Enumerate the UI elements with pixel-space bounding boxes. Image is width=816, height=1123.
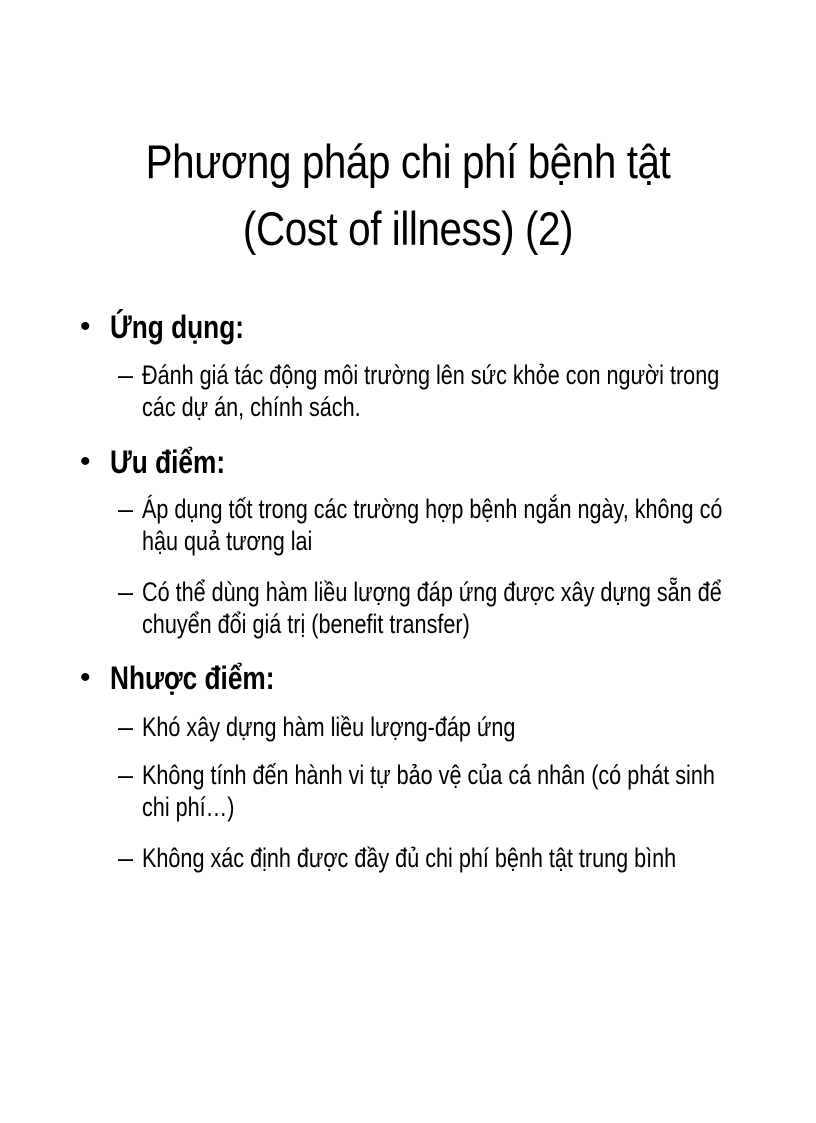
dash-icon: – bbox=[118, 577, 134, 607]
bullet-icon: • bbox=[80, 310, 91, 343]
list-item-text: Đánh giá tác động môi trường lên sức khỏe con người trong các dự án, chính sách. bbox=[142, 360, 720, 422]
bullet-icon: • bbox=[80, 445, 91, 478]
list-item-text: Không tính đến hành vi tự bảo vệ của cá nhân (có phát sinh chi phí…) bbox=[142, 760, 715, 822]
section-heading-label: Ưu điểm: bbox=[110, 444, 226, 480]
section-heading-label: Ứng dụng: bbox=[110, 309, 244, 345]
list-item-text: Áp dụng tốt trong các trường hợp bệnh ngắn ngày, không có hậu quả tương lai bbox=[142, 494, 723, 556]
dash-icon: – bbox=[118, 494, 134, 524]
list-item-text: Khó xây dựng hàm liều lượng-đáp ứng bbox=[142, 712, 516, 742]
dash-icon: – bbox=[118, 843, 134, 873]
dash-icon: – bbox=[118, 712, 134, 742]
slide-title: Phương pháp chi phí bệnh tật (Cost of illness) (2) bbox=[145, 135, 671, 255]
bullet-icon: • bbox=[80, 661, 91, 694]
list-item-text: Có thể dùng hàm liều lượng đáp ứng được xây dựng sẵn để chuyển đổi giá trị (benefit transfer) bbox=[142, 577, 722, 639]
section-heading-label: Nhược điểm: bbox=[110, 660, 275, 696]
dash-icon: – bbox=[118, 760, 134, 790]
dash-icon: – bbox=[118, 360, 134, 390]
list-item-text: Không xác định được đầy đủ chi phí bệnh tật trung bình bbox=[142, 843, 677, 873]
